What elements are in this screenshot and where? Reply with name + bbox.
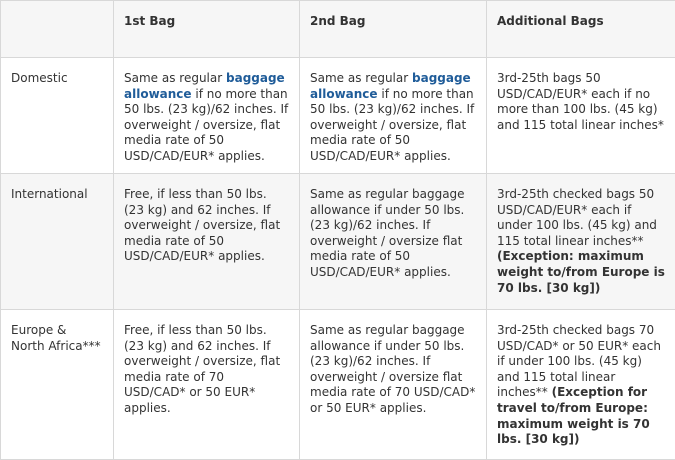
cell-text: if no more than 50 lbs. (23 kg)/62 inches. If overweight / oversize, flat media rate of 50 USD/CAD/EUR* applies.: [124, 87, 288, 163]
header-row: [1, 1, 675, 58]
table-row-domestic: [1, 58, 675, 174]
domestic-2nd-bag-cell: [300, 58, 487, 174]
europe-additional-cell: [487, 310, 675, 460]
cell-text: Same as regular: [124, 71, 226, 85]
exception-note: (Exception: maximum weight to/from Europe is 70 lbs. [30 kg]): [497, 249, 665, 294]
header-2nd-bag: 2nd Bag: [300, 1, 487, 58]
region-international: International: [1, 174, 114, 310]
table-row-europe: [1, 310, 675, 460]
domestic-additional-cell: 3rd-25th bags 50 USD/CAD/EUR* each if no more than 100 lbs. (45 kg) and 115 total linear inches*: [487, 58, 675, 174]
header-1st-bag: 1st Bag: [114, 1, 300, 58]
cell-text: if no more than 50 lbs. (23 kg)/62 inches. If overweight / oversize, flat media rate of 50 USD/CAD/EUR* applies.: [310, 87, 474, 163]
header-additional-bags: Additional Bags: [487, 1, 675, 58]
table-row-international: [1, 174, 675, 310]
baggage-allowance-link[interactable]: baggage allowance: [310, 71, 471, 101]
exception-note: (Exception for travel to/from Europe: maximum weight is 70 lbs. [30 kg]): [497, 385, 650, 446]
region-europe-north-africa: Europe & North Africa***: [1, 310, 114, 460]
baggage-allowance-link[interactable]: baggage allowance: [124, 71, 285, 101]
international-1st-bag-cell: Free, if less than 50 lbs. (23 kg) and 62 inches. If overweight / oversize, flat media rate of 50 USD/CAD/EUR* applies.: [114, 174, 300, 310]
international-2nd-bag-cell: Same as regular baggage allowance if under 50 lbs. (23 kg)/62 inches. If overweight / oversize flat media rate of 50 USD/CAD/EUR* applies.: [300, 174, 487, 310]
cell-text: 3rd-25th checked bags 50 USD/CAD/EUR* each if under 100 lbs. (45 kg) and 115 total linear inches**: [497, 187, 657, 248]
international-additional-cell: [487, 174, 675, 310]
domestic-1st-bag-cell: [114, 58, 300, 174]
header-empty-cell: [1, 1, 114, 58]
cell-text: Same as regular: [310, 71, 412, 85]
region-domestic: Domestic: [1, 58, 114, 174]
europe-2nd-bag-cell: Same as regular baggage allowance if under 50 lbs. (23 kg)/62 inches. If overweight / oversize flat media rate of 70 USD/CAD* or 50 EUR* applies.: [300, 310, 487, 460]
cell-text: 3rd-25th checked bags 70 USD/CAD* or 50 EUR* each if under 100 lbs. (45 kg) and 115 total linear inches**: [497, 323, 661, 399]
europe-1st-bag-cell: Free, if less than 50 lbs. (23 kg) and 62 inches. If overweight / oversize, flat media rate of 70 USD/CAD* or 50 EUR* applies.: [114, 310, 300, 460]
